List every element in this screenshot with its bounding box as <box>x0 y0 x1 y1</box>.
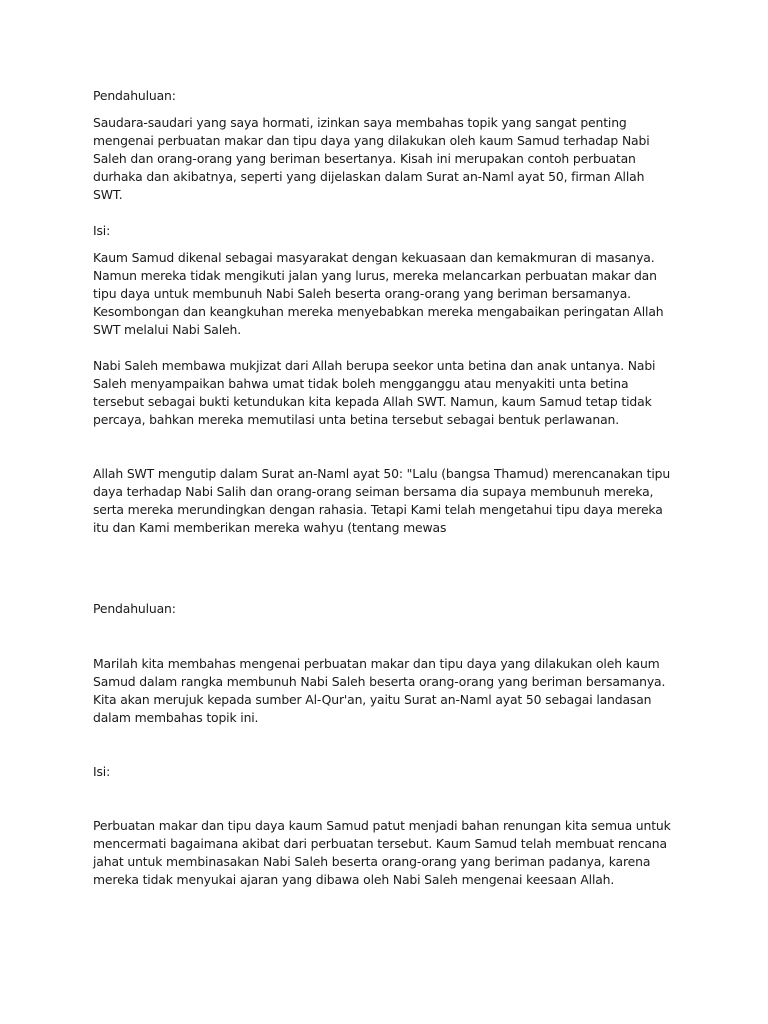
section-3-paragraph: Marilah kita membahas mengenai perbuatan makar dan tipu daya yang dilakukan oleh kaum Samud dalam rangka membunuh Nabi Saleh beserta orang-orang yang beriman bersamanya. Kita akan merujuk kepada sumber Al-Qur'an, yaitu Surat an-Naml ayat 50 sebagai landasan dalam membahas topik ini. <box>93 656 666 725</box>
section-1-paragraph: Saudara-saudari yang saya hormati, izinkan saya membahas topik yang sangat penting mengenai perbuatan makar dan tipu daya yang dilakukan oleh kaum Samud terhadap Nabi Saleh dan orang-orang yang beriman besertanya. Kisah ini merupakan contoh perbuatan durhaka dan akibatnya, seperti yang dijelaskan dalam Surat an-Naml ayat 50, firman Allah SWT. <box>93 115 650 202</box>
section-4-heading: Isi: <box>93 764 111 779</box>
section-2-paragraph-1: Kaum Samud dikenal sebagai masyarakat dengan kekuasaan dan kemakmuran di masanya. Namun mereka tidak mengikuti jalan yang lurus, mereka melancarkan perbuatan makar dan tipu daya untuk membunuh Nabi Saleh beserta orang-orang yang beriman bersamanya. Kesombongan dan keangkuhan mereka menyebabkan mereka mengabaikan peringatan Allah SWT melalui Nabi Saleh. <box>93 250 664 337</box>
section-2-paragraph-3: Allah SWT mengutip dalam Surat an-Naml ayat 50: "Lalu (bangsa Thamud) merencanakan tipu daya terhadap Nabi Salih dan orang-orang seiman bersama dia supaya membunuh mereka, serta mereka merundingkan dengan rahasia. Tetapi Kami telah mengetahui tipu daya mereka itu dan Kami memberikan mereka wahyu (tentang mewas <box>93 466 671 535</box>
section-1-heading: Pendahuluan: <box>93 88 176 103</box>
section-2-heading: Isi: <box>93 223 111 238</box>
section-2-paragraph-2: Nabi Saleh membawa mukjizat dari Allah berupa seekor unta betina dan anak untanya. Nabi Saleh menyampaikan bahwa umat tidak boleh mengganggu atau menyakiti unta betina tersebut sebagai bukti ketundukan kita kepada Allah SWT. Namun, kaum Samud tetap tidak percaya, bahkan mereka memutilasi unta betina tersebut sebagai bentuk perlawanan. <box>93 358 656 427</box>
section-4-paragraph: Perbuatan makar dan tipu daya kaum Samud patut menjadi bahan renungan kita semua untuk mencermati bagaimana akibat dari perbuatan tersebut. Kaum Samud telah membuat rencana jahat untuk membinasakan Nabi Saleh beserta orang-orang yang beriman padanya, karena mereka tidak menyukai ajaran yang dibawa oleh Nabi Saleh mengenai keesaan Allah. <box>93 818 671 887</box>
section-3-heading: Pendahuluan: <box>93 601 176 616</box>
